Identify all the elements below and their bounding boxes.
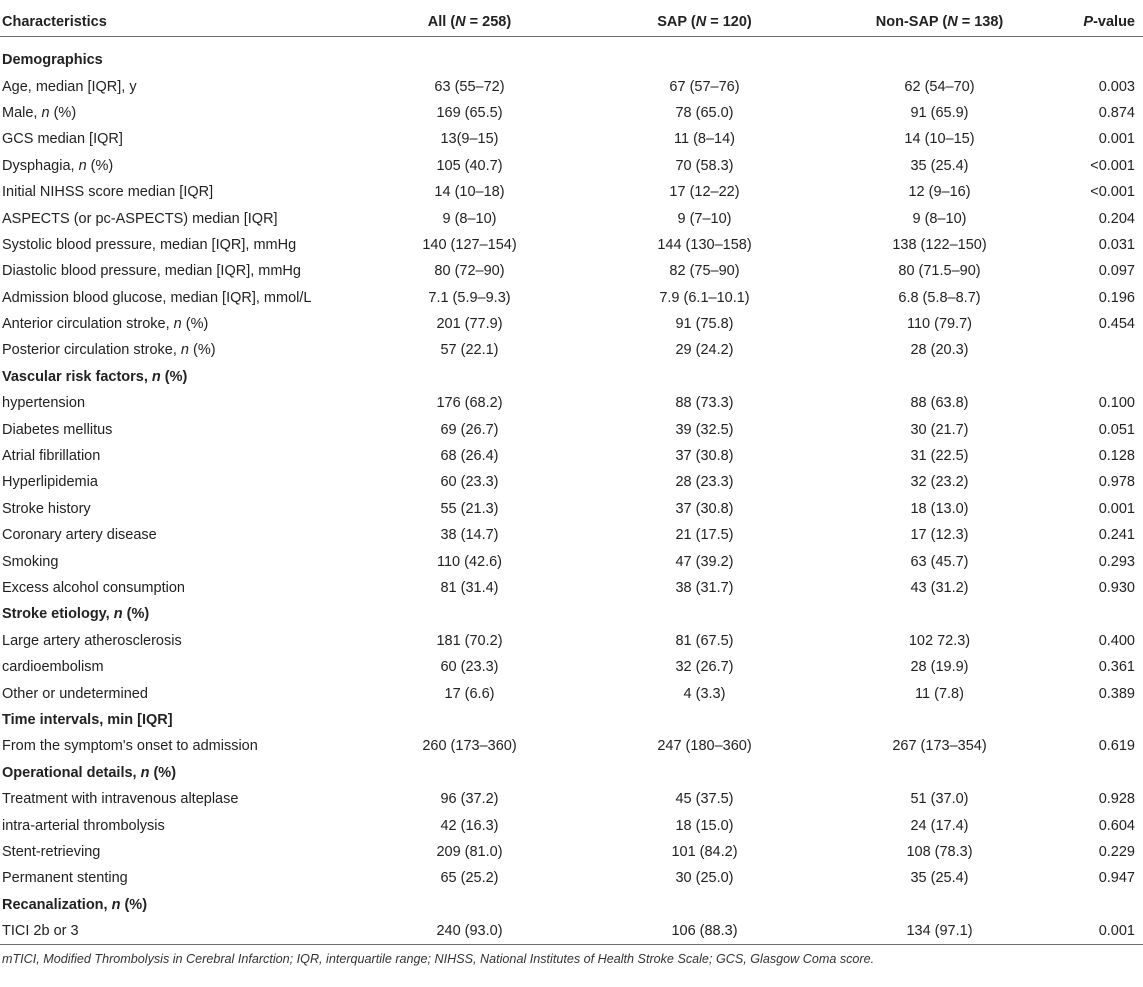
cell-non-sap: 35 (25.4) [910,157,969,174]
row-label: Stroke etiology, [2,606,114,623]
cell-p-value: 0.001 [1098,500,1135,517]
row-label: Diabetes mellitus [2,421,113,438]
cell-p-value [1057,337,1143,363]
row-label: Permanent stenting [2,870,128,887]
table-row [0,522,1143,548]
row-label: Other or undetermined [2,685,148,702]
cell-characteristic [0,205,352,231]
cell-all: 69 (26.7) [440,421,499,438]
table-row [0,839,1143,865]
characteristics-table [0,8,1143,945]
cell-non-sap: 63 (45.7) [910,553,969,570]
table-row [0,179,1143,205]
cell-non-sap: 43 (31.2) [910,580,969,596]
section-header-row [0,892,1143,918]
cell-sap: 45 (37.5) [675,791,734,808]
row-label: Large artery atherosclerosis [2,632,182,649]
row-label: Age, median [IQR], y [2,78,137,95]
row-label-italic: n [180,342,189,359]
row-label: Admission blood glucose, median [IQR], mmol/L [2,289,312,306]
table-footnote: mTICI, Modified Thrombolysis in Cerebral Infarction; IQR, interquartile range; NIHSS, National Institutes of Health Stroke Scale; GCS, Glasgow Coma score. [2,952,875,966]
row-label: Operational details, [2,764,141,781]
cell-p-value: 0.604 [1098,817,1135,834]
row-label: Anterior circulation stroke, [2,316,174,333]
cell-p-value: 0.100 [1098,395,1135,412]
table-row [0,654,1143,680]
cell-p-value: 0.928 [1098,791,1135,808]
cell-characteristic [0,153,352,179]
cell-non-sap: 51 (37.0) [910,791,969,808]
section-title [0,601,1143,627]
cell-all: 42 (16.3) [440,817,499,834]
row-label-suffix: (%) [188,342,216,359]
cell-p-value: 0.978 [1098,474,1135,491]
table-row [0,232,1143,258]
row-label-italic: n [113,606,123,623]
table-row [0,496,1143,522]
cell-sap: 144 (130–158) [657,236,752,253]
cell-characteristic [0,285,352,311]
cell-non-sap: 62 (54–70) [904,78,975,95]
cell-p-value: <0.001 [1090,184,1135,201]
cell-all: 81 (31.4) [440,580,499,596]
table-header-row [0,8,1143,37]
cell-all: 240 (93.0) [352,918,587,945]
header-sap: SAP (N = 120) [587,8,822,37]
row-label: Hyperlipidemia [2,474,98,491]
cell-all: 68 (26.4) [440,448,499,465]
cell-p-value: 0.619 [1098,738,1135,755]
table-row [0,812,1143,838]
cell-sap: 37 (30.8) [675,500,734,517]
row-label: Recanalization, [2,896,112,913]
cell-characteristic [0,73,352,99]
cell-p-value: 0.229 [1098,843,1135,860]
cell-sap: 37 (30.8) [675,448,734,465]
row-label: intra-arterial thrombolysis [2,817,165,834]
cell-non-sap: 30 (21.7) [910,421,969,438]
cell-characteristic [0,786,352,812]
row-label: Smoking [2,553,59,570]
cell-sap: 18 (15.0) [675,817,734,834]
row-label-suffix: (%) [181,316,209,333]
row-label-italic: n [140,764,150,781]
cell-non-sap: 32 (23.2) [910,474,969,491]
cell-non-sap: 80 (71.5–90) [898,263,981,280]
cell-non-sap: 31 (22.5) [910,448,969,465]
cell-all: 105 (40.7) [436,157,503,174]
row-label: From the symptom's onset to admission [2,738,258,755]
row-label: Time intervals, min [IQR] [2,711,173,728]
table-row [0,680,1143,706]
cell-sap: 82 (75–90) [669,263,740,280]
table-row [0,416,1143,442]
cell-p-value: 0.204 [1098,210,1135,227]
row-label: Stent-retrieving [2,843,101,860]
cell-characteristic [0,443,352,469]
header-non-sap: Non-SAP (N = 138) [822,8,1057,37]
cell-all: 55 (21.3) [440,500,499,517]
cell-p-value: 0.128 [1098,448,1135,465]
cell-characteristic [0,680,352,706]
cell-p-value: 0.031 [1098,236,1135,253]
cell-non-sap: 91 (65.9) [910,104,969,121]
table-row [0,205,1143,231]
row-label: Systolic blood pressure, median [IQR], mmHg [2,236,297,253]
row-label: Stroke history [2,500,91,517]
section-header-row [0,47,1143,73]
cell-non-sap: 6.8 (5.8–8.7) [898,289,981,306]
header-p-value: P-value [1057,8,1143,37]
row-label: Male, [2,104,42,121]
cell-p-value: 0.361 [1098,659,1135,676]
cell-p-value: 0.947 [1098,870,1135,887]
cell-all: 169 (65.5) [436,104,503,121]
row-label-italic: n [111,896,121,913]
row-label-suffix: (%) [120,896,148,913]
spacer-row [0,37,1143,48]
cell-non-sap: 267 (173–354) [892,738,987,755]
cell-p-value: 0.389 [1098,685,1135,702]
row-label: hypertension [2,395,86,412]
cell-all: 60 (23.3) [440,474,499,491]
cell-all: 17 (6.6) [444,685,495,702]
table-row [0,100,1143,126]
cell-characteristic [0,628,352,654]
cell-all: 9 (8–10) [442,210,497,227]
cell-characteristic [0,812,352,838]
table-row [0,865,1143,891]
cell-characteristic [0,390,352,416]
section-header-row [0,364,1143,390]
table-row [0,733,1143,759]
row-label-suffix: (%) [149,764,177,781]
table-row [0,786,1143,812]
cell-all: 209 (81.0) [436,843,503,860]
section-header-row [0,601,1143,627]
cell-characteristic [0,496,352,522]
cell-sap: 78 (65.0) [675,104,734,121]
cell-sap: 29 (24.2) [675,342,734,359]
cell-non-sap: 9 (8–10) [912,210,967,227]
header-all: All (N = 258) [352,8,587,37]
cell-non-sap: 28 (20.3) [910,342,969,359]
header-characteristics: Characteristics [0,8,352,37]
cell-characteristic [0,337,352,363]
cell-sap: 4 (3.3) [683,685,726,702]
table-row [0,390,1143,416]
cell-non-sap: 18 (13.0) [910,500,969,517]
table-row [0,443,1143,469]
row-label: Treatment with intravenous alteplase [2,791,239,808]
table-row [0,153,1143,179]
cell-characteristic [0,839,352,865]
cell-sap: 32 (26.7) [675,659,734,676]
cell-all: 110 (42.6) [436,553,503,570]
cell-non-sap: 134 (97.1) [822,918,1057,945]
cell-p-value: 0.293 [1098,553,1135,570]
table-row [0,73,1143,99]
cell-non-sap: 35 (25.4) [910,870,969,887]
table-row [0,918,1143,945]
table-row [0,469,1143,495]
cell-all: 140 (127–154) [422,236,517,253]
row-label-italic: n [41,104,50,121]
row-label-suffix: (%) [49,104,77,121]
table-row [0,311,1143,337]
table-row [0,126,1143,152]
cell-sap: 11 (8–14) [674,131,735,148]
cell-all: 201 (77.9) [436,316,503,333]
row-label: Dysphagia, [2,157,79,174]
cell-characteristic [0,232,352,258]
cell-all: 63 (55–72) [434,78,505,95]
row-label-italic: n [173,316,182,333]
cell-sap: 70 (58.3) [675,157,734,174]
cell-all: 80 (72–90) [434,263,505,280]
cell-p-value: 0.003 [1098,78,1135,95]
cell-sap: 106 (88.3) [587,918,822,945]
table-row [0,628,1143,654]
row-label: TICI 2b or 3 [2,923,79,940]
cell-all: 57 (22.1) [440,342,499,359]
cell-characteristic [0,522,352,548]
row-label-suffix: (%) [160,368,188,385]
cell-all: 14 (10–18) [434,184,505,201]
cell-p-value: 0.196 [1098,289,1135,306]
cell-characteristic [0,258,352,284]
cell-sap: 21 (17.5) [675,527,734,544]
cell-non-sap: 24 (17.4) [910,817,969,834]
cell-characteristic [0,311,352,337]
cell-characteristic [0,733,352,759]
row-label-suffix: (%) [122,606,150,623]
cell-p-value: 0.930 [1098,580,1135,596]
cell-sap: 88 (73.3) [675,395,734,412]
row-label: Diastolic blood pressure, median [IQR], mmHg [2,263,301,280]
row-label-italic: n [78,157,87,174]
section-title [0,707,1143,733]
cell-characteristic [0,654,352,680]
cell-all: 7.1 (5.9–9.3) [428,289,511,306]
cell-sap: 17 (12–22) [669,184,740,201]
section-header-row [0,760,1143,786]
section-header-row [0,707,1143,733]
cell-sap: 38 (31.7) [675,580,734,596]
cell-sap: 67 (57–76) [669,78,740,95]
row-label: Initial NIHSS score median [IQR] [2,184,214,201]
cell-sap: 30 (25.0) [675,870,734,887]
cell-non-sap: 108 (78.3) [906,843,973,860]
table-row [0,337,1143,363]
cell-sap: 39 (32.5) [675,421,734,438]
table-row [0,575,1143,601]
cell-p-value: 0.001 [1098,131,1135,148]
row-label-suffix: (%) [86,157,114,174]
cell-sap: 247 (180–360) [657,738,752,755]
cell-all: 96 (37.2) [440,791,499,808]
row-label: ASPECTS (or pc-ASPECTS) median [IQR] [2,210,278,227]
cell-non-sap: 11 (7.8) [915,685,964,702]
cell-non-sap: 88 (63.8) [910,395,969,412]
cell-non-sap: 12 (9–16) [908,184,971,201]
row-label: Demographics [2,52,103,69]
row-label: Excess alcohol consumption [2,580,185,596]
section-title [0,47,1143,73]
cell-characteristic [0,416,352,442]
cell-sap: 91 (75.8) [675,316,734,333]
cell-characteristic [0,469,352,495]
cell-non-sap: 14 (10–15) [904,131,975,148]
cell-non-sap: 138 (122–150) [892,236,987,253]
cell-all: 65 (25.2) [440,870,499,887]
table-body [0,37,1143,945]
table-row [0,258,1143,284]
row-label: Atrial fibrillation [2,448,101,465]
table-row [0,285,1143,311]
cell-sap: 28 (23.3) [675,474,734,491]
row-label: cardioembolism [2,659,104,676]
cell-p-value: 0.400 [1098,632,1135,649]
cell-characteristic [0,100,352,126]
table-row [0,548,1143,574]
section-title [0,364,1143,390]
cell-sap: 9 (7–10) [677,210,732,227]
row-label: GCS median [IQR] [2,131,123,148]
row-label-italic: n [151,368,161,385]
section-title [0,760,1143,786]
cell-all: 260 (173–360) [422,738,517,755]
cell-characteristic [0,548,352,574]
cell-non-sap: 110 (79.7) [906,316,973,333]
row-label: Posterior circulation stroke, [2,342,181,359]
cell-all: 176 (68.2) [436,395,503,412]
cell-non-sap: 28 (19.9) [910,659,969,676]
cell-sap: 7.9 (6.1–10.1) [659,289,750,306]
cell-all: 181 (70.2) [436,632,503,649]
section-title [0,892,1143,918]
row-label: Vascular risk factors, [2,368,152,385]
cell-all: 60 (23.3) [440,659,499,676]
cell-characteristic [0,865,352,891]
cell-sap: 101 (84.2) [671,843,738,860]
cell-all: 13(9–15) [440,131,499,148]
cell-p-value: 0.241 [1098,527,1135,544]
cell-sap: 81 (67.5) [675,632,734,649]
cell-characteristic [0,918,352,945]
cell-all: 38 (14.7) [440,527,499,544]
cell-non-sap: 17 (12.3) [910,527,969,544]
row-label: Coronary artery disease [2,527,157,544]
cell-characteristic [0,575,352,601]
cell-p-value: 0.051 [1098,421,1135,438]
cell-p-value: 0.454 [1098,316,1135,333]
cell-non-sap: 102 72.3) [908,632,971,649]
cell-p-value: 0.097 [1098,263,1135,280]
cell-p-value: <0.001 [1090,157,1135,174]
cell-characteristic [0,126,352,152]
cell-p-value: 0.001 [1057,918,1143,945]
cell-characteristic [0,179,352,205]
cell-sap: 47 (39.2) [675,553,734,570]
cell-p-value: 0.874 [1098,104,1135,121]
